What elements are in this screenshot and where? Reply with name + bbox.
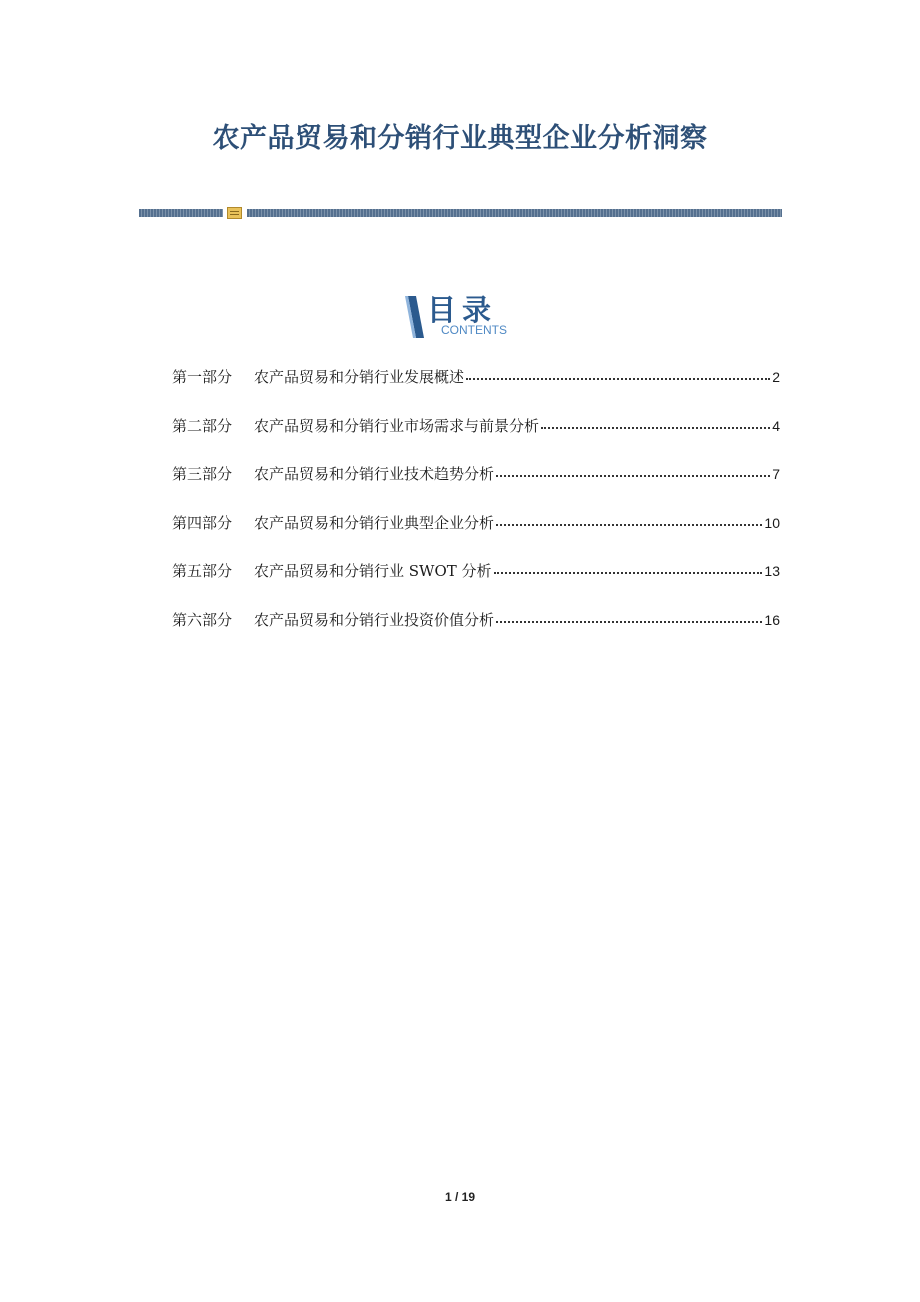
toc-heading-text: 目录 [427,293,498,327]
toc-entry-page: 16 [764,611,780,628]
title-divider [139,207,782,219]
divider-right-bar [247,209,782,217]
divider-badge-icon [227,207,242,219]
toc-leader-dots [541,426,770,429]
toc-entry-page: 10 [764,514,780,531]
toc-entry-page: 2 [772,369,780,385]
toc-entry-title: 农产品贸易和分销行业 SWOT 分析 [254,562,492,581]
toc-entry-page: 13 [764,563,780,580]
toc-leader-dots [466,377,770,380]
divider-left-bar [139,209,223,217]
toc-entry-2[interactable] [172,415,780,464]
toc-entry-part: 第三部分 [172,465,233,484]
toc-leader-dots [496,523,762,526]
toc-leader-dots [496,474,770,477]
toc-entry-4[interactable] [172,512,780,561]
table-of-contents [172,366,780,658]
toc-heading-en: CONTENTS [441,323,507,337]
toc-bookmark-icon [405,296,427,338]
toc-entry-title: 农产品贸易和分销行业技术趋势分析 [254,465,495,484]
toc-heading [405,292,525,340]
document-title: 农产品贸易和分销行业典型企业分析洞察 [212,123,708,154]
toc-entry-part: 第一部分 [172,368,233,386]
toc-entry-title: 农产品贸易和分销行业市场需求与前景分析 [254,416,540,435]
toc-entry-6[interactable] [172,609,780,658]
toc-entry-5[interactable] [172,560,780,609]
toc-leader-dots [496,620,762,623]
toc-entry-part: 第四部分 [172,513,233,532]
toc-entry-1[interactable] [172,366,780,415]
page-indicator: 1 / 19 [444,1190,476,1204]
toc-entry-title: 农产品贸易和分销行业投资价值分析 [254,610,495,629]
toc-entry-page: 4 [772,417,780,434]
toc-entry-part: 第六部分 [172,610,233,629]
toc-entry-part: 第五部分 [172,562,233,581]
toc-entry-page: 7 [772,466,780,483]
toc-leader-dots [494,571,763,574]
toc-entry-part: 第二部分 [172,416,233,435]
toc-entry-title: 农产品贸易和分销行业典型企业分析 [254,513,495,532]
toc-entry-title: 农产品贸易和分销行业发展概述 [254,368,465,386]
toc-entry-3[interactable] [172,463,780,512]
